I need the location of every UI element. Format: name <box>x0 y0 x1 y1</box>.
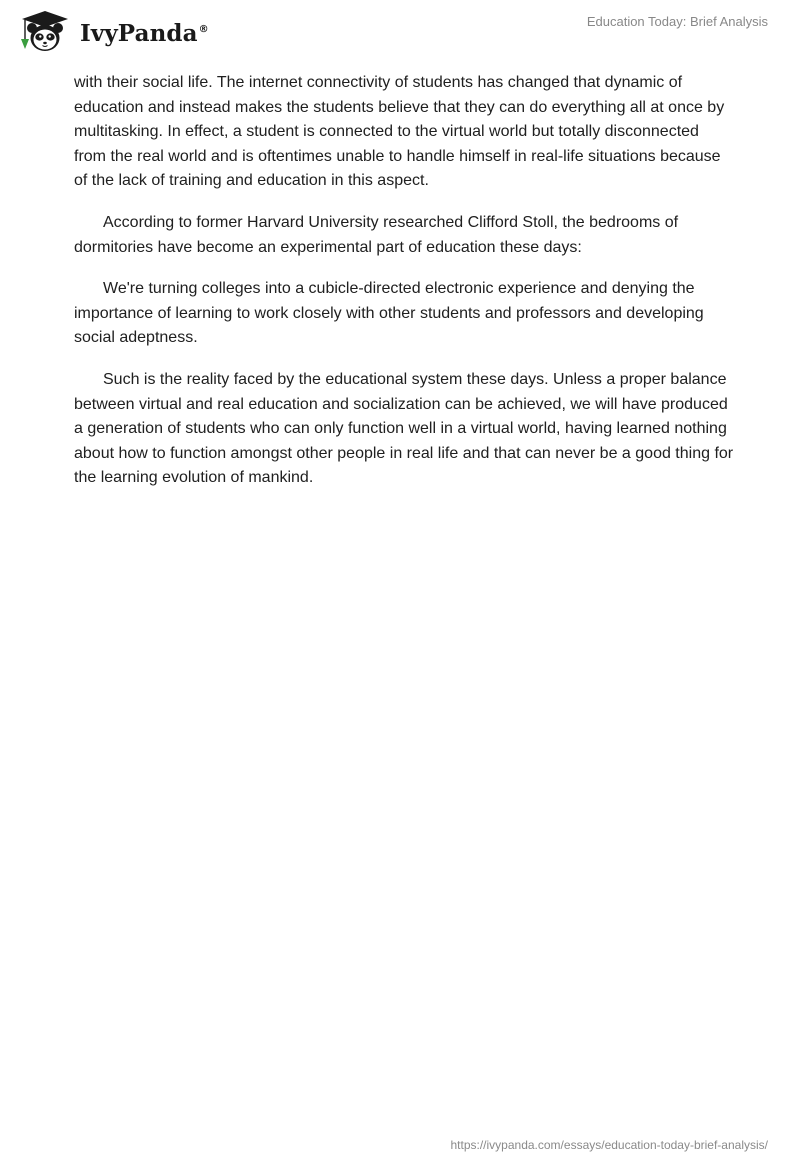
paragraph: According to former Harvard University researched Clifford Stoll, the bedrooms of dormitories have become an experimental part of education these days: <box>74 213 679 256</box>
essay-body <box>74 71 734 508</box>
paragraph: Such is the reality faced by the educational system these days. Unless a proper balance between virtual and real education and socialization can be achieved, we will have produced a generation of students who can only function well in a virtual world, having learned nothing about how to function amongst other people in real life and that can never be a good thing for the learning evolution of mankind. <box>74 370 734 487</box>
block-quote: We're turning colleges into a cubicle-directed electronic experience and denying the importance of learning to work closely with other students and professors and developing social adeptness. <box>74 280 704 347</box>
source-url-link[interactable]: https://ivypanda.com/essays/education-today-brief-analysis/ <box>450 1138 768 1152</box>
document-title: Education Today: Brief Analysis <box>586 14 768 29</box>
page-header <box>0 0 800 64</box>
panda-graduation-cap-icon <box>16 9 74 55</box>
paragraph: with their social life. The internet connectivity of students has changed that dynamic of education and instead makes the students believe that they can do everything all at once by multitasking. In effect, a student is connected to the virtual world but totally disconnected from the real world and is oftentimes unable to handle himself in real-life situations because of the lack of training and education in this aspect. <box>74 74 725 190</box>
ivypanda-logo[interactable] <box>16 9 209 55</box>
logo-wordmark: IvyPanda® <box>80 19 209 47</box>
